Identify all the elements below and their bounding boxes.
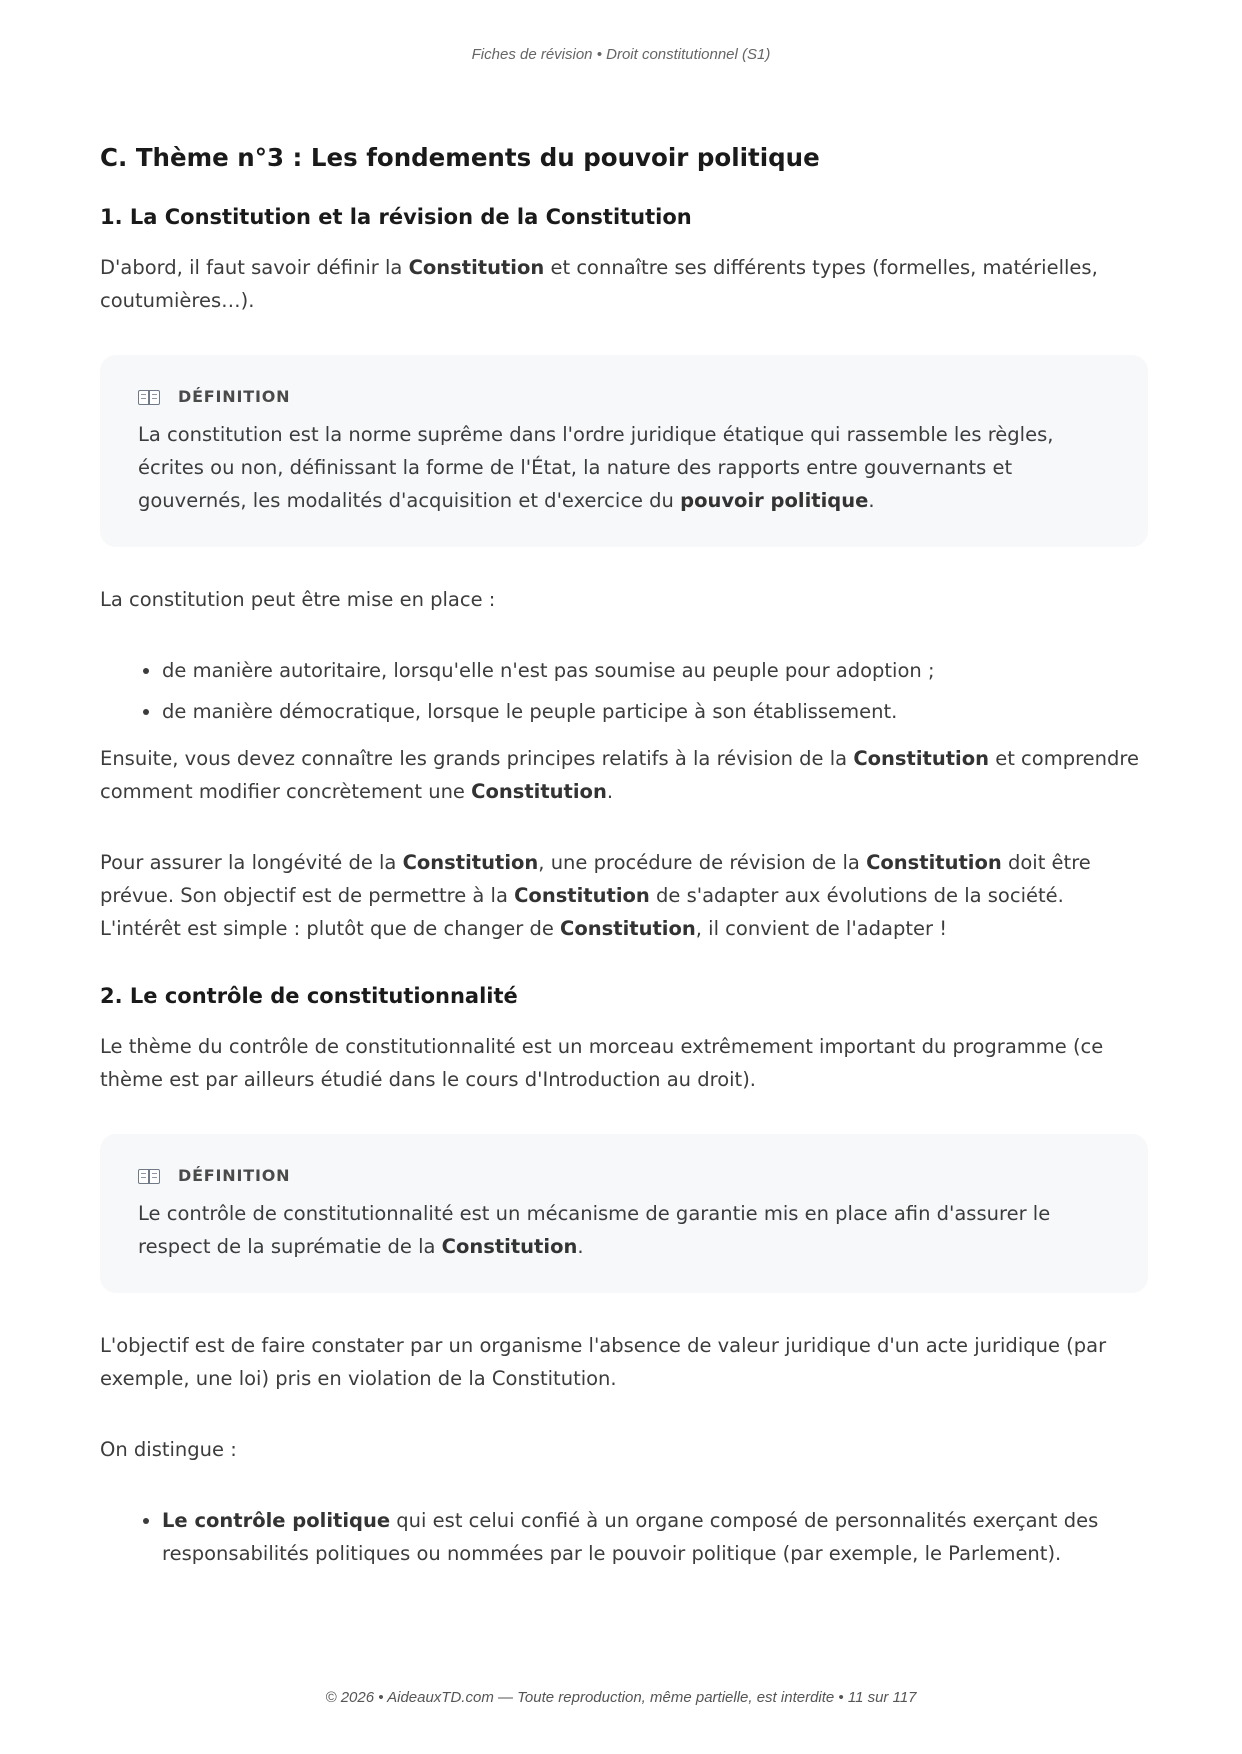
control-types-list bbox=[100, 1504, 1148, 1570]
definition-box-constitution bbox=[100, 355, 1148, 547]
definition-text-constitution: La constitution est la norme suprême dans l'ordre juridique étatique qui rassemble les règles, écrites ou non, définissant la forme de l'État, la nature des rapports entre gouvernants et gouvernés, les modalités d'acquisition et d'exercice du pouvoir politique. bbox=[138, 423, 1054, 513]
definition-text-control: Le contrôle de constitutionnalité est un mécanisme de garantie mis en place afin d'assurer le respect de la suprématie de la Constitution. bbox=[138, 1202, 1051, 1259]
definition-label: DÉFINITION bbox=[178, 387, 291, 407]
paragraph-revision: Ensuite, vous devez connaître les grands principes relatifs à la révision de la Constitution et comprendre comment modifier concrètement une Constitution. bbox=[100, 747, 1139, 804]
list-item: • de manière autoritaire, lorsqu'elle n'est pas soumise au peuple pour adoption ; bbox=[162, 654, 1148, 687]
paragraph-distinction: On distingue : bbox=[100, 1438, 237, 1462]
definition-header bbox=[138, 387, 1110, 406]
open-book-icon bbox=[138, 389, 160, 405]
definition-header bbox=[138, 1166, 1110, 1185]
definition-label: DÉFINITION bbox=[178, 1166, 291, 1186]
paragraph-objective: L'objectif est de faire constater par un organisme l'absence de valeur juridique d'un acte juridique (par exemple, une loi) pris en violation de la Constitution. bbox=[100, 1334, 1107, 1391]
definition-box-control bbox=[100, 1134, 1148, 1293]
subsection-title-constitution: 1. La Constitution et la révision de la Constitution bbox=[100, 204, 692, 229]
list-item: • de manière démocratique, lorsque le peuple participe à son établissement. bbox=[162, 695, 1148, 728]
paragraph-longevity: Pour assurer la longévité de la Constitution, une procédure de révision de la Constitution doit être prévue. Son objectif est de permettre à la Constitution de s'adapter aux évolutions de la société. L'intérêt est simple : plutôt que de changer de Constitution, il convient de l'adapter ! bbox=[100, 851, 1091, 941]
page-content bbox=[100, 142, 1148, 1584]
paragraph-intro-constitution: D'abord, il faut savoir définir la Constitution et connaître ses différents types (formelles, matérielles, coutumières…). bbox=[100, 256, 1098, 313]
open-book-icon bbox=[138, 1168, 160, 1184]
paragraph-intro-control: Le thème du contrôle de constitutionnalité est un morceau extrêmement important du programme (ce thème est par ailleurs étudié dans le cours d'Introduction au droit). bbox=[100, 1035, 1104, 1092]
paragraph-list-intro: La constitution peut être mise en place : bbox=[100, 588, 496, 612]
section-title: C. Thème n°3 : Les fondements du pouvoir politique bbox=[100, 143, 820, 172]
running-header: Fiches de révision • Droit constitutionnel (S1) bbox=[471, 46, 771, 63]
page-footer: © 2026 • AideauxTD.com — Toute reproduction, même partielle, est interdite • 11 sur 117 bbox=[325, 1689, 917, 1706]
subsection-title-control: 2. Le contrôle de constitutionnalité bbox=[100, 984, 518, 1009]
list-item: • Le contrôle politique qui est celui confié à un organe composé de personnalités exerçant des responsabilités politiques ou nommées par le pouvoir politique (par exemple, le Parlement). bbox=[162, 1504, 1148, 1570]
establishment-list bbox=[100, 654, 1148, 728]
